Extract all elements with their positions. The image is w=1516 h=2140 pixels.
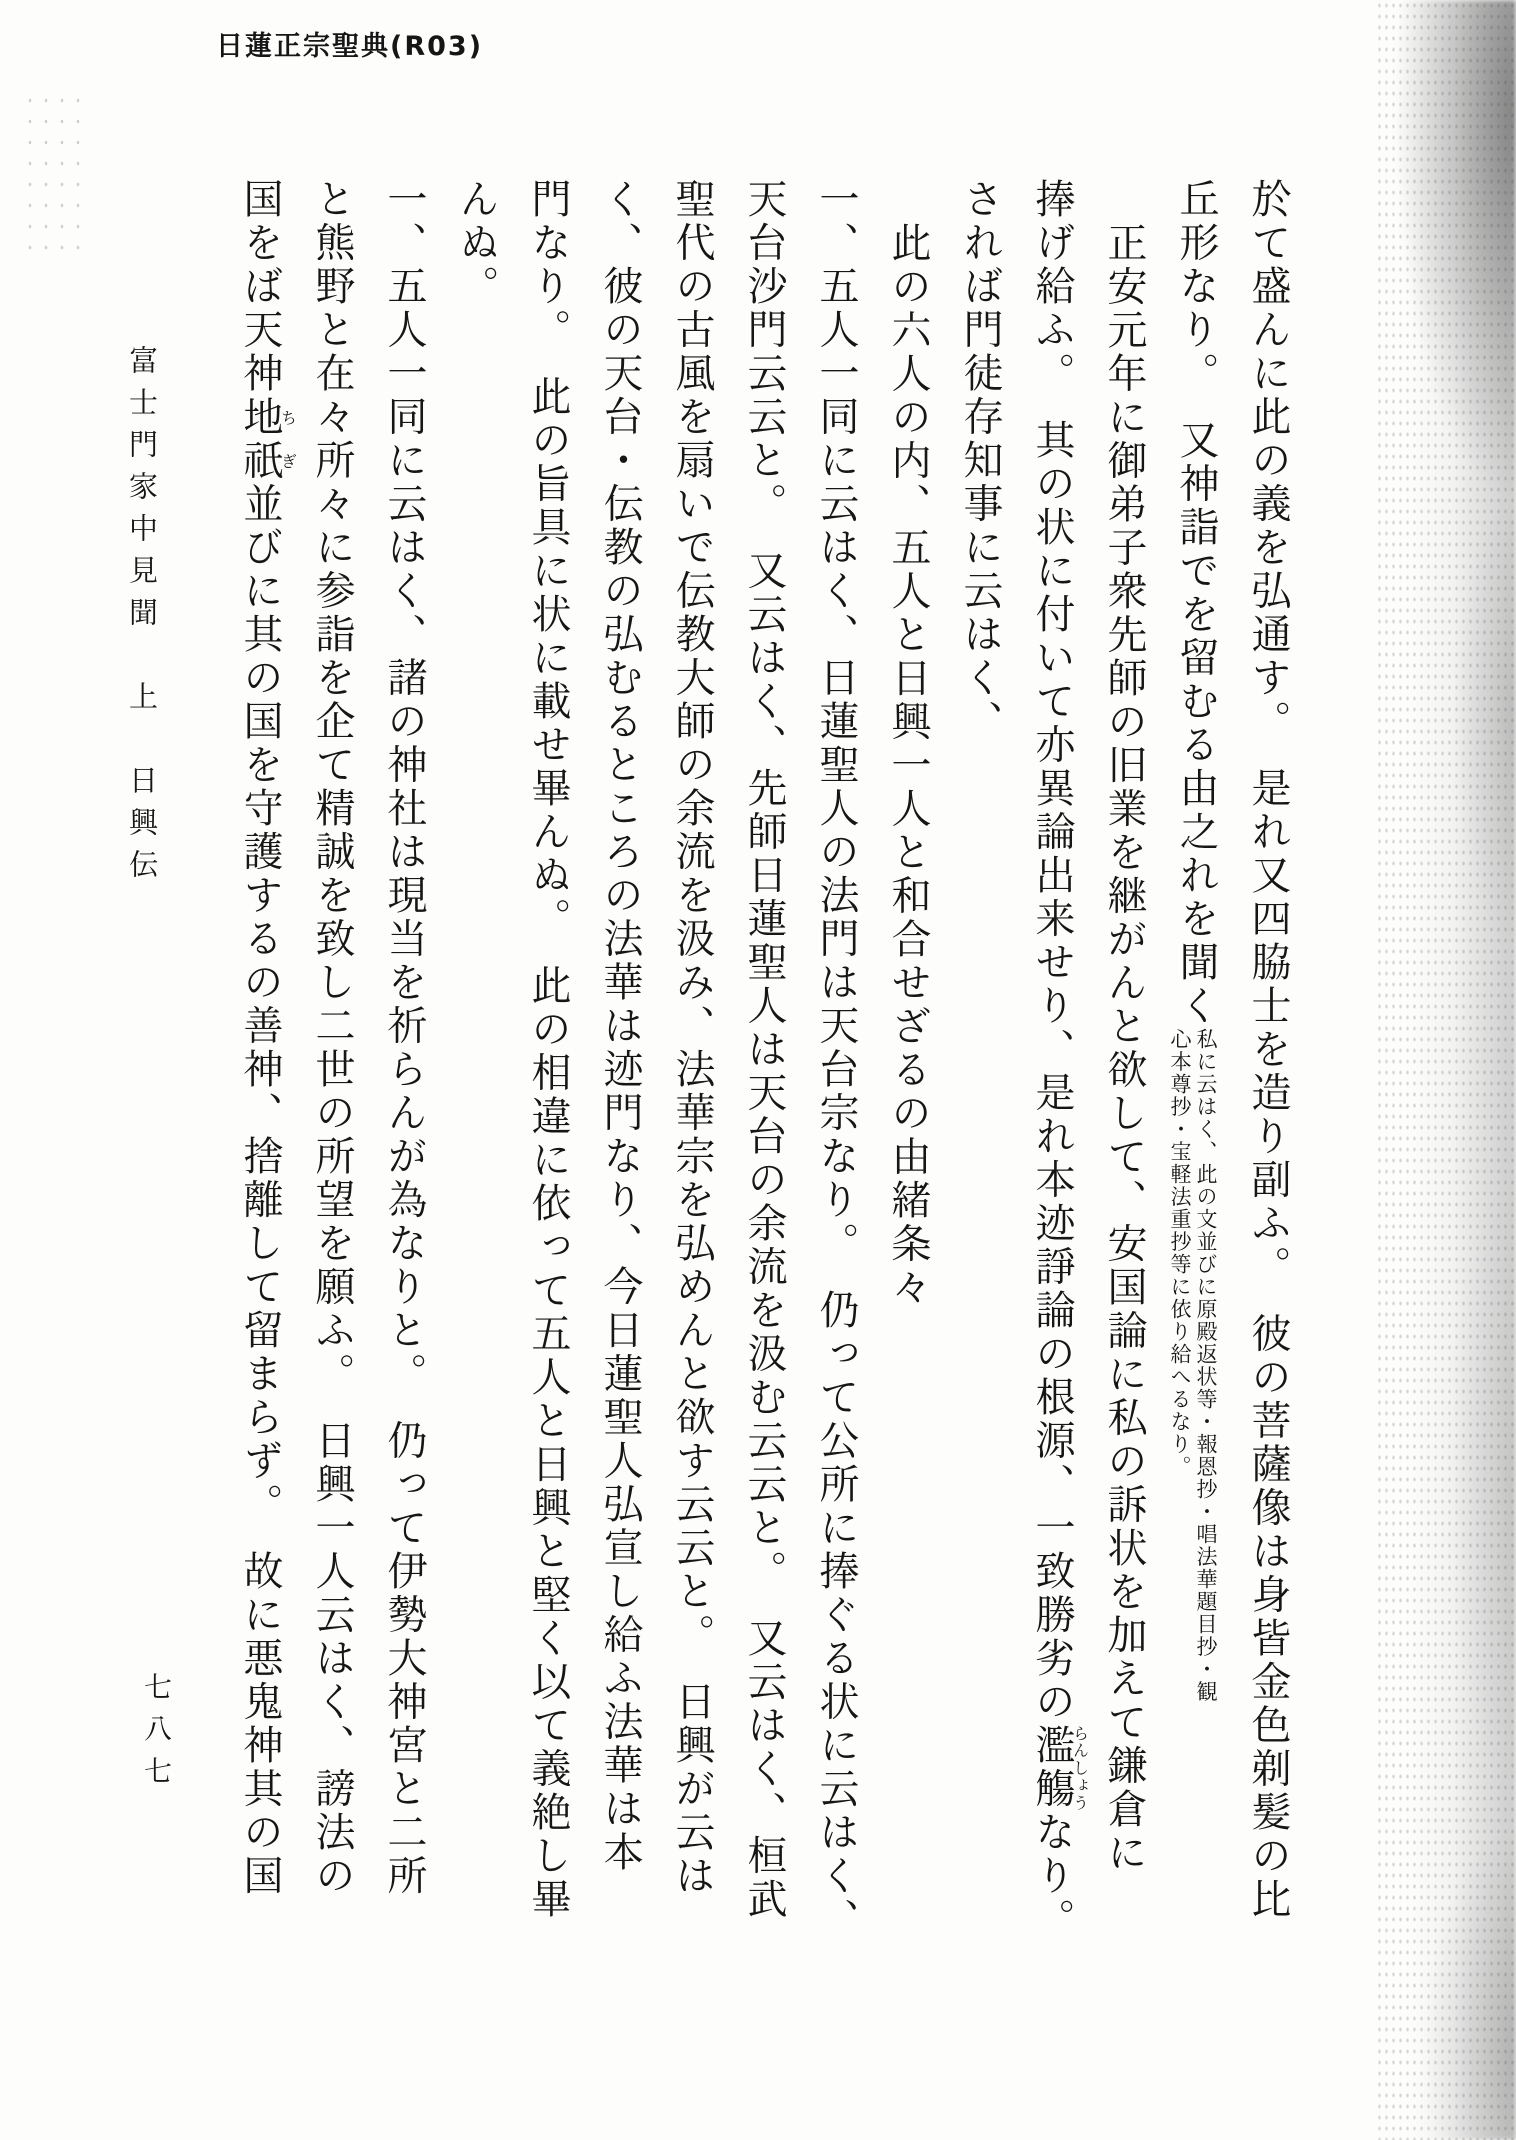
text-column: 於て盛んに此の義を弘通す。 是れ又四脇士を造り副ふ。 彼の菩薩像は身皆金色剃髪の比 <box>1245 178 1291 1922</box>
text-column: 門なり。 此の旨具に状に載せ畢んぬ。 此の相違に依って五人と日興と堅く以て義絶し畢 <box>525 178 571 1922</box>
text-column: と熊野と在々所々に参詣を企て精誠を致し二世の所望を願ふ。 日興一人云はく、謗法の <box>309 178 355 1898</box>
scan-corner-speckle <box>22 90 92 250</box>
margin-label: 富士門家中見聞 上 日興伝 <box>125 345 159 891</box>
text-column: 国をば天神地祇ちぎ並びに其の国を守護するの善神、捨離して留まらず。 故に悪鬼神其の国 <box>237 178 298 1898</box>
scan-edge-shadow <box>1366 0 1516 2140</box>
text-column: 此の六人の内、五人と日興一人と和合せざるの由緒条々 <box>885 222 931 1310</box>
body-text <box>224 178 1304 1988</box>
ruby-annotation: 濫觴らんしょう <box>1029 1724 1090 1811</box>
text-column: 一、五人一同に云はく、諸の神社は現当を祈らんが為なりと。 仍って伊勢大神宮と二所 <box>381 178 427 1898</box>
text-column: 一、五人一同に云はく、日蓮聖人の法門は天台宗なり。 仍って公所に捧ぐる状に云はく、 <box>813 178 859 1942</box>
ruby-annotation: 地祇ちぎ <box>237 395 298 483</box>
text-column: く、彼の天台・伝教の弘むるところの法華は迹門なり、今日蓮聖人弘宣し給ふ法華は本 <box>597 178 643 1875</box>
text-column: 捧げ給ふ。 其の状に付いて亦異論出来せり、是れ本迹諍論の根源、一致勝劣の濫觴らんしょうなり。 <box>1029 178 1090 1942</box>
page-header: 日蓮正宗聖典(R03) <box>216 31 484 62</box>
text-column: 天台沙門云云と。 又云はく、先師日蓮聖人は天台の余流を汲む云云と。 又云はく、桓武 <box>741 178 787 1922</box>
inline-note: 私に云はく、此の文並びに原殿返状等・報恩抄・唱法華題目抄・観心本尊抄・宝軽法重抄等に依り給へるなり。 <box>1168 1028 1218 1703</box>
text-column: 正安元年に御弟子衆先師の旧業を継がんと欲して、安国論に私の訴状を加えて鎌倉に <box>1101 222 1147 1875</box>
text-column: んぬ。 <box>453 178 499 309</box>
text-column: 聖代の古風を扇いで伝教大師の余流を汲み、法華宗を弘めんと欲す云云と。 日興が云は <box>669 178 715 1898</box>
text-column: されば門徒存知事に云はく、 <box>957 178 1003 744</box>
scan-edge-speckle <box>1376 0 1516 2140</box>
page-number: 七八七 <box>140 1672 173 1798</box>
text-column: 丘形なり。 又神詣でを留むる由之れを聞く私に云はく、此の文並びに原殿返状等・報恩抄・唱法華題目抄・観心本尊抄・宝軽法重抄等に依り給へるなり。 <box>1160 178 1232 1978</box>
